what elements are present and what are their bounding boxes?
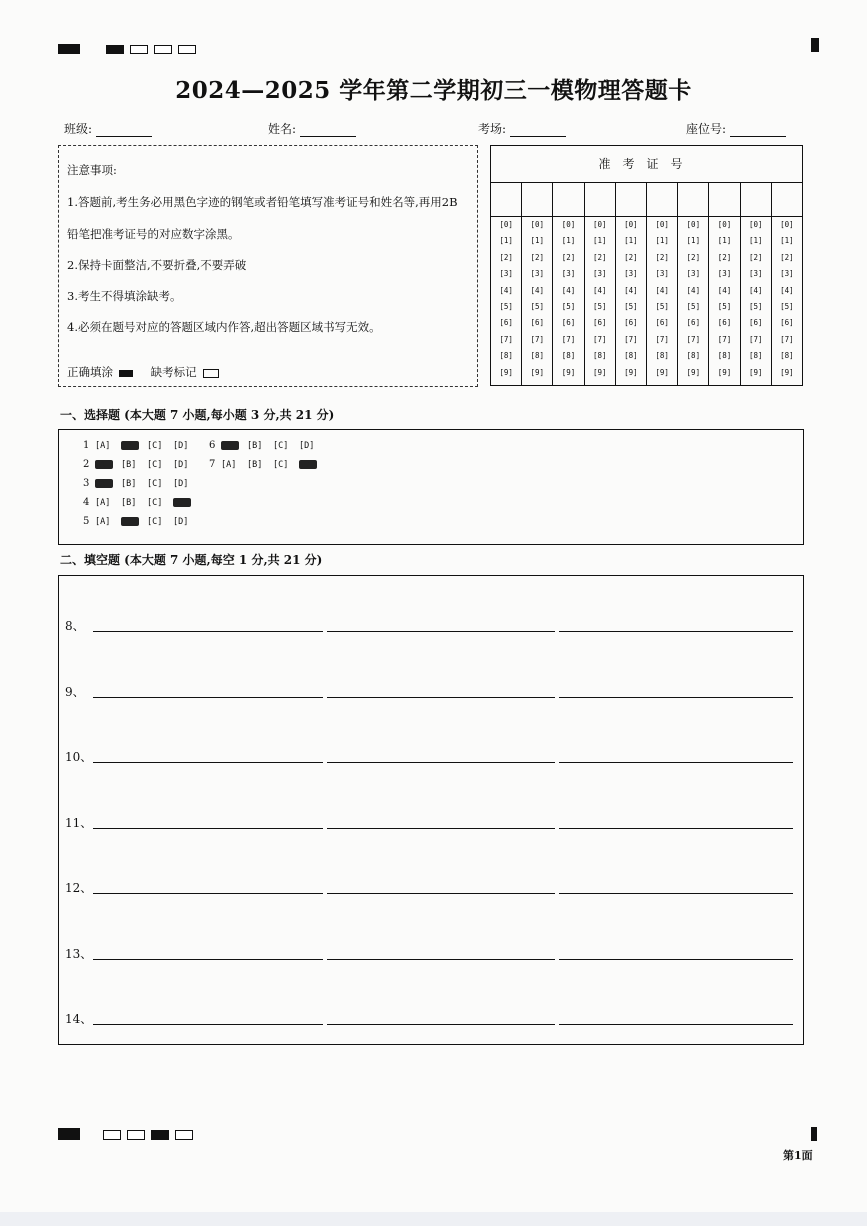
legend-row	[67, 364, 219, 380]
mc-option-bubble[interactable]: [D]	[173, 479, 189, 489]
page-title: 2024—2025 学年第二学期初三一模物理答题卡	[175, 77, 692, 104]
class-field[interactable]	[64, 120, 152, 137]
exam-id-bubble[interactable]: [9]	[686, 367, 701, 377]
exam-id-bubble[interactable]: [6]	[561, 318, 576, 328]
mc-option-bubble[interactable]: [A]	[95, 441, 111, 451]
answer-blank-line[interactable]	[327, 959, 555, 960]
exam-room-field[interactable]	[478, 120, 566, 137]
locator-mark	[103, 1130, 121, 1140]
mc-option-bubble[interactable]: [B]	[247, 460, 263, 470]
exam-id-bubble[interactable]: [5]	[561, 301, 576, 311]
exam-id-bubble[interactable]: [9]	[717, 367, 732, 377]
exam-id-bubble[interactable]: [9]	[530, 367, 545, 377]
seat-label: 座位号:	[686, 122, 727, 136]
correct-fill-label: 正确填涂	[67, 365, 113, 379]
exam-id-bubble[interactable]: [5]	[748, 301, 763, 311]
exam-id-bubble[interactable]: [9]	[655, 367, 669, 377]
notice-item-3: 3.考生不得填涂缺考。	[67, 289, 182, 303]
fill-question-row	[65, 874, 795, 894]
fill-question-row	[65, 612, 795, 632]
exam-id-bubble[interactable]: [1]	[748, 236, 763, 246]
exam-id-write-box[interactable]	[491, 182, 521, 217]
mc-option-bubble[interactable]: [D]	[173, 517, 189, 527]
fill-question-number: 14、	[65, 1012, 93, 1026]
exam-id-bubble[interactable]: [9]	[592, 367, 607, 377]
exam-id-bubble[interactable]: [7]	[592, 334, 607, 344]
answer-blank-line[interactable]	[327, 828, 555, 829]
notice-item-1b: 铅笔把准考证号的对应数字涂黑。	[67, 227, 240, 241]
mc-option-bubble[interactable]: [D]	[173, 498, 191, 507]
exam-id-column	[709, 182, 740, 385]
exam-id-bubble[interactable]: [6]	[717, 318, 732, 328]
locator-mark	[178, 45, 196, 54]
exam-id-bubble[interactable]: [3]	[748, 269, 763, 279]
exam-id-bubble[interactable]: [9]	[748, 367, 763, 377]
exam-id-bubble[interactable]: [3]	[717, 269, 732, 279]
exam-id-bubble[interactable]: [5]	[530, 301, 545, 311]
fill-question-number: 10、	[65, 750, 93, 764]
exam-id-column	[616, 182, 647, 385]
exam-id-bubble[interactable]: [7]	[717, 334, 732, 344]
mc-option-bubble[interactable]: [B]	[121, 460, 137, 470]
exam-id-header: 准考证号	[491, 146, 802, 183]
notice-item-4: 4.必须在题号对应的答题区域内作答,超出答题区域书写无效。	[67, 320, 381, 334]
exam-id-bubble[interactable]: [4]	[624, 285, 638, 295]
answer-blank-line[interactable]	[93, 631, 323, 632]
answer-blank-line[interactable]	[559, 893, 793, 894]
answer-blank-line[interactable]	[559, 1024, 793, 1025]
exam-id-bubble[interactable]: [0]	[530, 220, 545, 229]
locator-mark	[811, 1127, 817, 1141]
exam-id-bubble[interactable]: [1]	[499, 236, 513, 246]
locator-mark	[58, 44, 80, 54]
exam-id-bubble[interactable]: [4]	[530, 285, 545, 295]
exam-id-bubble[interactable]: [9]	[780, 367, 794, 377]
exam-id-bubble[interactable]: [1]	[717, 236, 732, 246]
mc-option-bubble[interactable]: [D]	[299, 441, 315, 451]
fill-question-number: 8、	[65, 619, 85, 633]
exam-id-bubble[interactable]: [8]	[592, 351, 607, 361]
fill-question-number: 9、	[65, 684, 85, 699]
page-number: 第1面	[783, 1149, 813, 1162]
mc-question-number: 6	[209, 440, 216, 451]
exam-id-bubble[interactable]: [6]	[686, 318, 701, 328]
exam-id-bubble[interactable]: [4]	[717, 285, 732, 295]
exam-id-bubble[interactable]: [3]	[592, 269, 607, 279]
exam-id-bubble[interactable]: [0]	[561, 220, 576, 229]
exam-id-bubble[interactable]: [8]	[655, 351, 669, 361]
exam-id-bubble[interactable]: [3]	[780, 269, 794, 279]
locator-mark	[106, 45, 124, 54]
name-label: 姓名:	[268, 122, 297, 136]
answer-blank-line[interactable]	[93, 893, 323, 894]
exam-id-column	[491, 182, 522, 385]
mc-option-bubble[interactable]: [C]	[147, 479, 163, 489]
mc-question-number: 3	[83, 478, 90, 489]
fill-question-row	[65, 1005, 795, 1025]
exam-id-write-box[interactable]	[553, 182, 583, 217]
mc-question-number: 1	[83, 440, 90, 451]
exam-id-bubble[interactable]: [2]	[561, 252, 576, 262]
correct-fill-swatch	[119, 370, 133, 377]
exam-id-column	[741, 182, 772, 385]
exam-id-bubble[interactable]: [4]	[780, 285, 794, 295]
exam-id-bubble[interactable]: [8]	[624, 351, 638, 361]
answer-blank-line[interactable]	[559, 762, 793, 763]
exam-id-bubble[interactable]: [8]	[686, 351, 701, 361]
mc-option-bubble[interactable]: [D]	[173, 460, 189, 470]
exam-id-bubble[interactable]: [0]	[780, 220, 794, 229]
exam-id-column	[772, 182, 802, 385]
exam-id-bubble[interactable]: [6]	[530, 318, 545, 328]
answer-blank-line[interactable]	[93, 762, 323, 763]
exam-id-bubble[interactable]: [2]	[624, 252, 638, 262]
answer-blank-line[interactable]	[327, 893, 555, 894]
exam-id-bubble[interactable]: [4]	[561, 285, 576, 295]
exam-id-write-box[interactable]	[616, 182, 646, 217]
answer-blank-line[interactable]	[327, 1024, 555, 1025]
mc-option-bubble[interactable]: [B]	[247, 441, 263, 451]
exam-id-bubble[interactable]: [2]	[499, 252, 513, 262]
exam-id-bubble[interactable]: [8]	[499, 351, 513, 361]
exam-id-column	[647, 182, 678, 385]
mc-option-bubble[interactable]: [A]	[95, 460, 113, 469]
answer-blank-line[interactable]	[559, 631, 793, 632]
exam-id-bubble[interactable]: [5]	[655, 301, 669, 311]
exam-id-bubble[interactable]: [7]	[748, 334, 763, 344]
exam-id-bubble[interactable]: [7]	[499, 334, 513, 344]
exam-id-bubble[interactable]: [1]	[655, 236, 669, 246]
exam-id-bubble[interactable]: [2]	[748, 252, 763, 262]
mc-option-bubble[interactable]: [B]	[121, 479, 137, 489]
notice-box	[58, 145, 478, 387]
exam-room-label: 考场:	[478, 122, 507, 136]
exam-id-bubble[interactable]: [3]	[655, 269, 669, 279]
exam-id-bubble[interactable]: [4]	[499, 285, 513, 295]
fill-question-row	[65, 809, 795, 829]
notice-heading: 注意事项:	[67, 163, 117, 177]
answer-blank-line[interactable]	[93, 828, 323, 829]
fill-question-row	[65, 678, 795, 698]
locator-mark	[58, 1128, 80, 1140]
mc-option-bubble[interactable]: [D]	[173, 441, 189, 451]
exam-id-bubble[interactable]: [6]	[592, 318, 607, 328]
locator-mark	[154, 45, 172, 54]
exam-id-bubble[interactable]: [1]	[592, 236, 607, 246]
exam-id-column	[585, 182, 616, 385]
mc-question-number: 4	[83, 497, 90, 508]
exam-id-bubble[interactable]: [8]	[780, 351, 794, 361]
exam-id-bubble[interactable]: [5]	[780, 301, 794, 311]
exam-id-bubble[interactable]: [4]	[655, 285, 669, 295]
mc-question-row	[209, 459, 325, 470]
exam-id-column	[553, 182, 584, 385]
exam-id-bubble[interactable]: [3]	[530, 269, 545, 279]
mc-question-row	[83, 497, 199, 508]
answer-blank-line[interactable]	[93, 1024, 323, 1025]
exam-id-bubble[interactable]: [5]	[592, 301, 607, 311]
locator-mark	[151, 1130, 169, 1140]
absent-mark-label: 缺考标记	[150, 365, 197, 379]
mc-question-number: 2	[83, 459, 90, 470]
fill-in-box	[58, 575, 804, 1045]
mc-question-row	[83, 516, 199, 527]
locator-mark	[811, 38, 819, 52]
answer-blank-line[interactable]	[559, 697, 793, 698]
fill-question-row	[65, 940, 795, 960]
exam-id-bubble[interactable]: [1]	[530, 236, 545, 246]
mc-option-bubble[interactable]: [B]	[121, 498, 137, 508]
exam-id-bubble[interactable]: [0]	[655, 220, 669, 229]
mc-question-number: 7	[209, 459, 216, 470]
mc-option-bubble[interactable]: [A]	[95, 517, 111, 527]
exam-id-bubble[interactable]: [7]	[655, 334, 669, 344]
exam-id-bubble[interactable]: [7]	[530, 334, 545, 344]
notice-item-1a: 1.答题前,考生务必用黑色字迹的钢笔或者铅笔填写准考证号和姓名等,再用2B	[67, 195, 458, 209]
exam-id-bubble[interactable]: [7]	[624, 334, 638, 344]
exam-id-bubble[interactable]: [8]	[530, 351, 545, 361]
exam-id-bubble[interactable]: [5]	[624, 301, 638, 311]
exam-id-bubble[interactable]: [0]	[624, 220, 638, 229]
mc-question-row	[83, 440, 199, 451]
exam-id-bubble[interactable]: [2]	[686, 252, 701, 262]
multiple-choice-box	[58, 429, 804, 545]
exam-id-bubble[interactable]: [3]	[499, 269, 513, 279]
mc-option-bubble[interactable]: [C]	[147, 517, 163, 527]
mc-option-bubble[interactable]: [C]	[273, 441, 289, 451]
exam-id-bubble[interactable]: [8]	[561, 351, 576, 361]
exam-id-write-box[interactable]	[741, 182, 771, 217]
mc-option-bubble[interactable]: [B]	[121, 517, 139, 526]
mc-option-bubble[interactable]: [A]	[95, 498, 111, 508]
exam-id-column	[678, 182, 709, 385]
exam-id-bubble[interactable]: [9]	[561, 367, 576, 377]
answer-blank-line[interactable]	[327, 631, 555, 632]
exam-id-bubble[interactable]: [4]	[748, 285, 763, 295]
exam-id-bubble[interactable]: [4]	[592, 285, 607, 295]
seat-field[interactable]	[686, 120, 786, 137]
mc-option-bubble[interactable]: [C]	[273, 460, 289, 470]
mc-option-bubble[interactable]: [C]	[147, 498, 163, 508]
exam-id-bubble[interactable]: [0]	[717, 220, 732, 229]
exam-id-bubble[interactable]: [0]	[748, 220, 763, 229]
mc-option-bubble[interactable]: [C]	[147, 441, 163, 451]
exam-id-bubble[interactable]: [3]	[624, 269, 638, 279]
exam-id-bubble[interactable]: [2]	[655, 252, 669, 262]
exam-id-write-box[interactable]	[678, 182, 708, 217]
exam-id-bubble[interactable]: [2]	[530, 252, 545, 262]
exam-id-bubble[interactable]: [6]	[655, 318, 669, 328]
mc-question-row	[83, 459, 199, 470]
mc-question-number: 5	[83, 516, 90, 527]
exam-id-bubble[interactable]: [1]	[561, 236, 576, 246]
exam-id-bubble[interactable]: [9]	[624, 367, 638, 377]
exam-id-write-box[interactable]	[772, 182, 802, 217]
mc-option-bubble[interactable]: [A]	[221, 441, 239, 450]
exam-id-bubble[interactable]: [2]	[717, 252, 732, 262]
exam-id-bubble[interactable]: [2]	[780, 252, 794, 262]
locator-mark	[130, 45, 148, 54]
mc-option-bubble[interactable]: [C]	[147, 460, 163, 470]
answer-blank-line[interactable]	[93, 959, 323, 960]
exam-id-write-box[interactable]	[522, 182, 552, 217]
exam-id-bubble[interactable]: [7]	[561, 334, 576, 344]
exam-id-bubble[interactable]: [7]	[780, 334, 794, 344]
exam-id-bubble[interactable]: [3]	[561, 269, 576, 279]
exam-id-bubble[interactable]: [0]	[686, 220, 701, 229]
student-info-row	[60, 120, 800, 140]
bottom-strip	[0, 1212, 867, 1226]
fill-question-number: 11、	[65, 815, 93, 830]
exam-id-bubble[interactable]: [5]	[686, 301, 701, 311]
exam-id-write-box[interactable]	[709, 182, 739, 217]
exam-id-write-box[interactable]	[647, 182, 677, 217]
exam-id-bubble[interactable]: [6]	[780, 318, 794, 328]
exam-id-bubble[interactable]: [1]	[624, 236, 638, 246]
exam-id-bubble[interactable]: [1]	[780, 236, 794, 246]
exam-id-bubble[interactable]: [1]	[686, 236, 701, 246]
exam-id-column	[522, 182, 553, 385]
exam-id-bubble[interactable]: [0]	[499, 220, 513, 229]
exam-id-bubble[interactable]: [5]	[499, 301, 513, 311]
exam-id-bubble[interactable]: [7]	[686, 334, 701, 344]
exam-id-bubble[interactable]: [0]	[592, 220, 607, 229]
mc-option-bubble[interactable]: [A]	[95, 479, 113, 488]
exam-id-bubble[interactable]: [6]	[748, 318, 763, 328]
exam-id-columns	[491, 182, 802, 385]
fill-question-number: 12、	[65, 881, 93, 895]
locator-mark	[127, 1130, 145, 1140]
fill-question-row	[65, 743, 795, 763]
answer-blank-line[interactable]	[559, 959, 793, 960]
mc-option-bubble[interactable]: [A]	[221, 460, 237, 470]
answer-blank-line[interactable]	[327, 697, 555, 698]
exam-id-bubble[interactable]: [3]	[686, 269, 701, 279]
locator-mark	[175, 1130, 193, 1140]
answer-blank-line[interactable]	[327, 762, 555, 763]
absent-mark-checkbox[interactable]	[203, 369, 219, 378]
mc-question-row	[209, 440, 325, 451]
notice-item-2: 2.保持卡面整洁,不要折叠,不要弄破	[67, 258, 247, 272]
mc-question-row	[83, 478, 199, 489]
section1-title: 一、选择题 (本大题 7 小题,每小题 3 分,共 21 分)	[60, 408, 335, 422]
mc-option-bubble[interactable]: [B]	[121, 441, 139, 450]
fill-question-number: 13、	[65, 946, 93, 961]
exam-id-bubble[interactable]: [8]	[748, 351, 763, 361]
exam-id-table	[490, 145, 803, 386]
exam-id-bubble[interactable]: [9]	[499, 367, 513, 377]
exam-id-bubble[interactable]: [2]	[592, 252, 607, 262]
exam-id-bubble[interactable]: [4]	[686, 285, 701, 295]
exam-id-bubble[interactable]: [8]	[717, 351, 732, 361]
mc-option-bubble[interactable]: [D]	[299, 460, 317, 469]
exam-id-bubble[interactable]: [6]	[499, 318, 513, 328]
exam-id-write-box[interactable]	[585, 182, 615, 217]
name-field[interactable]	[268, 120, 356, 137]
class-label: 班级:	[64, 122, 93, 136]
exam-id-bubble[interactable]: [5]	[717, 301, 732, 311]
exam-id-bubble[interactable]: [6]	[624, 318, 638, 328]
section2-title: 二、填空题 (本大题 7 小题,每空 1 分,共 21 分)	[60, 553, 323, 567]
answer-blank-line[interactable]	[93, 697, 323, 698]
answer-blank-line[interactable]	[559, 828, 793, 829]
